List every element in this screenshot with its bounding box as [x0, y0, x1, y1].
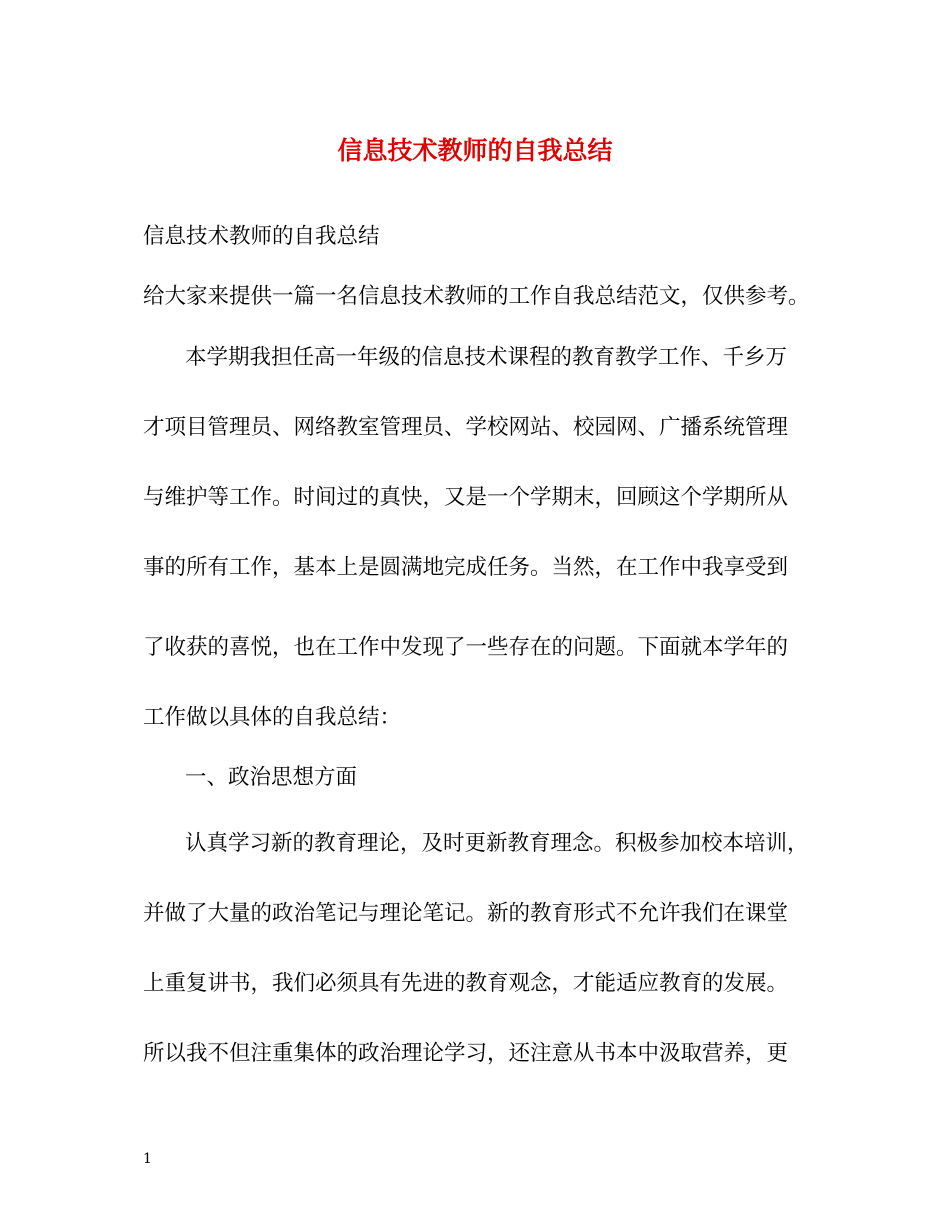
paragraph-line: 事的所有工作，基本上是圆满地完成任务。当然，在工作中我享受到	[143, 555, 789, 580]
paragraph-line: 工作做以具体的自我总结：	[143, 705, 402, 730]
section-heading: 一、政治思想方面	[185, 765, 358, 790]
paragraph-line: 所以我不但注重集体的政治理论学习，还注意从书本中汲取营养，更	[143, 1041, 789, 1066]
paragraph-line: 与维护等工作。时间过的真快，又是一个学期末，回顾这个学期所从	[143, 485, 789, 510]
document-subtitle: 信息技术教师的自我总结	[143, 224, 380, 249]
paragraph-line: 了收获的喜悦，也在工作中发现了一些存在的问题。下面就本学年的	[143, 635, 789, 660]
paragraph-line: 才项目管理员、网络教室管理员、学校网站、校园网、广播系统管理	[143, 415, 789, 440]
paragraph-line: 本学期我担任高一年级的信息技术课程的教育教学工作、千乡万	[185, 345, 788, 370]
intro-line: 给大家来提供一篇一名信息技术教师的工作自我总结范文，仅供参考。	[143, 284, 810, 309]
paragraph-line: 认真学习新的教育理论，及时更新教育理念。积极参加校本培训，	[185, 831, 809, 856]
page-number: 1	[143, 1151, 152, 1167]
paragraph-line: 并做了大量的政治笔记与理论笔记。新的教育形式不允许我们在课堂	[143, 901, 789, 926]
document-title: 信息技术教师的自我总结	[337, 136, 613, 165]
paragraph-line: 上重复讲书，我们必须具有先进的教育观念，才能适应教育的发展。	[143, 971, 789, 996]
